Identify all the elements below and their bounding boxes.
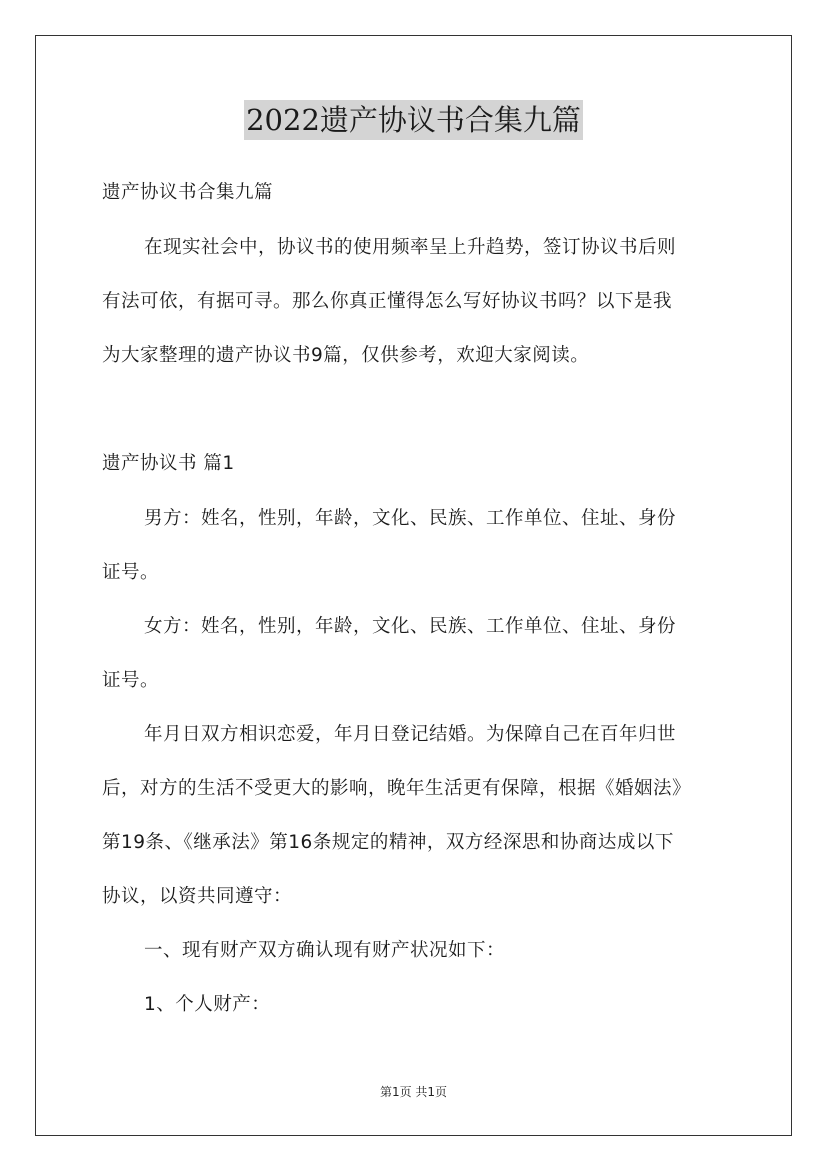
paragraph-line: 为大家整理的遗产协议书9篇，仅供参考，欢迎大家阅读。 — [102, 345, 590, 366]
paragraph-line: 年月日双方相识恋爱，年月日登记结婚。为保障自己在百年归世 — [144, 724, 677, 745]
paragraph-line: 后，对方的生活不受更大的影响，晚年生活更有保障，根据《婚姻法》 — [102, 778, 692, 799]
paragraph-line: 第19条、《继承法》第16条规定的精神，双方经深思和协商达成以下 — [102, 832, 674, 853]
subtitle-line: 遗产协议书合集九篇 — [102, 182, 274, 203]
paragraph-line: 协议，以资共同遵守： — [102, 886, 293, 907]
page-footer: 第1页 共1页 — [379, 1085, 448, 1099]
paragraph-line: 有法可依，有据可寻。那么你真正懂得怎么写好协议书吗？以下是我 — [102, 291, 673, 312]
paragraph-line: 证号。 — [102, 562, 160, 583]
paragraph-line: 男方：姓名，性别，年龄，文化、民族、工作单位、住址、身份 — [144, 508, 677, 529]
paragraph-line: 在现实社会中，协议书的使用频率呈上升趋势，签订协议书后则 — [144, 237, 677, 258]
section-heading: 遗产协议书 篇1 — [102, 453, 235, 474]
paragraph-line: 女方：姓名，性别，年龄，文化、民族、工作单位、住址、身份 — [144, 616, 677, 637]
paragraph-line: 证号。 — [102, 670, 160, 691]
paragraph-line: 1、个人财产： — [144, 994, 271, 1015]
document-title: 2022遗产协议书合集九篇 — [244, 100, 583, 140]
title-container — [0, 100, 827, 140]
paragraph-line: 一、现有财产双方确认现有财产状况如下： — [144, 940, 506, 961]
